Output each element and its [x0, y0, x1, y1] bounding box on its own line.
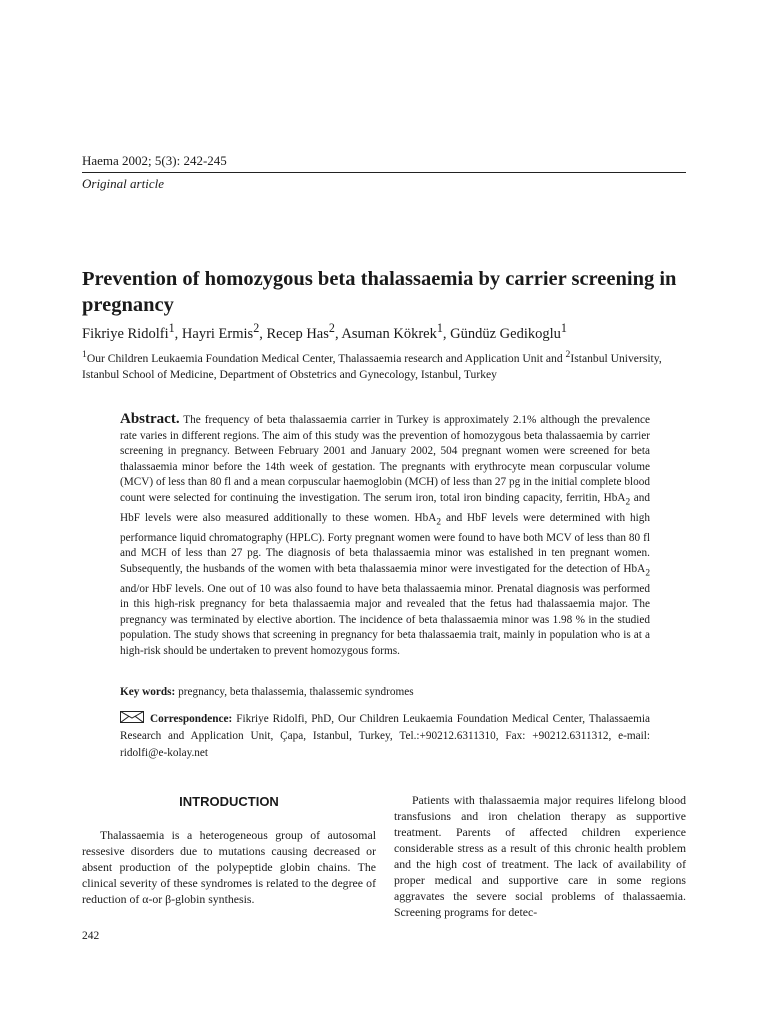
subscript: 2	[645, 568, 650, 579]
section-heading: INTRODUCTION	[179, 794, 279, 809]
abstract-heading: Abstract.	[120, 411, 180, 427]
author-separator: ,	[259, 325, 267, 342]
author-list	[82, 321, 567, 343]
author-separator: ,	[334, 325, 342, 342]
correspondence-text: Fikriye Ridolfi, PhD, Our Children Leukaemia Foundation Medical Center, Thalassaemia Research and Application Unit, Çapa, Istanbul, Turkey, Tel.:+90212.6311310, Fax: +90212.6311312, e-mail: ridolfi@e-kolay.net	[120, 713, 650, 759]
correspondence-label: Correspondence:	[150, 713, 233, 725]
keywords	[120, 685, 650, 701]
author-affil-mark: 1	[436, 321, 443, 335]
journal-citation: Haema 2002; 5(3): 242-245	[82, 153, 227, 168]
subscript: 2	[436, 517, 442, 528]
author-affil-mark: 2	[328, 321, 335, 335]
author-name: Gündüz Gedikoglu	[450, 325, 561, 342]
keywords-label: Key words:	[120, 686, 176, 698]
author-separator: ,	[442, 325, 451, 342]
author-affil-mark: 1	[168, 321, 175, 335]
abstract-text: The frequency of beta thalassaemia carrier in Turkey is approximately 2.1% although the prevalence rate varies in different regions. The aim of this study was the prevention of homozygous beta thalassaemia by carrier screening in pregnancy. Between February 2001 and January 2002, 504 pregnant women were screened for beta thalassaemia minor before the 14th week of gestation. The pregnants with erythrocyte mean corpuscular volume (MCV) of less than 80 fl and a mean corpuscular haemoglobin (MCH) of less than 27 pg in the initial complete blood count were selected for continuing the investigation. The serum iron, total iron binding capacity, ferritin, HbA	[120, 414, 650, 504]
author-name: Fikriye Ridolfi	[82, 325, 169, 342]
affil-mark: 2	[565, 349, 571, 360]
affil-mark: 1	[82, 349, 87, 360]
abstract-text: and HbF levels were determined with high performance liquid chromatography (HPLC). Forty pregnant women were found to have both MCV of less than 80 fl and MCH of less than 27 pg. The diagnosis of beta thalassaemia minor was estalished in ten pregnant women. Subsequently, the husbands of the women with beta thalassaemia minor were investigated for the detection of HbA	[120, 511, 650, 575]
affil-text: Istanbul University, Istanbul School of Medicine, Department of Obstetrics and Gynecology, Istanbul, Turkey	[82, 351, 662, 381]
envelope-icon	[120, 711, 144, 723]
author-separator: ,	[174, 325, 182, 342]
article-title: Prevention of homozygous beta thalassaemia by carrier screening in pregnancy	[82, 268, 677, 316]
paragraph: Thalassaemia is a heterogeneous group of autosomal ressesive disorders due to mutations causing decreased or absent production of the polypeptide globin chains. The clinical severity of these syndromes is related to the degree of reduction of α-or β-globin synthesis.	[82, 828, 376, 906]
subscript: 2	[625, 497, 631, 508]
header-rule	[82, 172, 686, 173]
paragraph: Patients with thalassaemia major requires lifelong blood transfusions and iron chelation therapy as supportive treatment. Parents of affected children experience considerable stress as a result of this chronic health problem and the high cost of treatment. The lack of availability of proper medical and supportive care in some regions aggravates the severe social problems of thalassaemia. Screening programs for detec-	[394, 793, 686, 919]
correspondence	[120, 711, 650, 762]
author-name: Recep Has	[266, 325, 329, 342]
article-type: Original article	[82, 176, 164, 191]
right-column	[394, 792, 686, 920]
abstract-text: and/or HbF levels. One out of 10 was also found to have beta thalassaemia minor. Prenatal diagnosis was performed in this high-risk pregnancy for beta thalassaemia major and revealed that the fetus had thalassaemia major. The pregnancy was terminated by elective abortion. The incidence of beta thalassaemia minor was 1.98 % in the studied population. The study shows that screening in pregnancy for beta thalassaemia trait, mainly in population who is at a high-risk should be undertaken to prevent homozygous forms.	[120, 582, 650, 658]
author-name: Hayri Ermis	[181, 325, 254, 342]
keywords-text: pregnancy, beta thalassemia, thalassemic syndromes	[175, 686, 414, 698]
affil-text: Our Children Leukaemia Foundation Medical Center, Thalassaemia research and Application Unit and	[86, 351, 566, 365]
affiliations	[82, 347, 688, 383]
author-affil-mark: 2	[253, 321, 260, 335]
left-column	[82, 792, 376, 907]
author-name: Asuman Kökrek	[341, 325, 437, 342]
page-number: 242	[82, 930, 100, 942]
author-affil-mark: 1	[560, 321, 567, 335]
abstract	[120, 412, 650, 660]
abstract-text: and HbF levels were also measured additionally to these women. HbA	[120, 491, 650, 524]
